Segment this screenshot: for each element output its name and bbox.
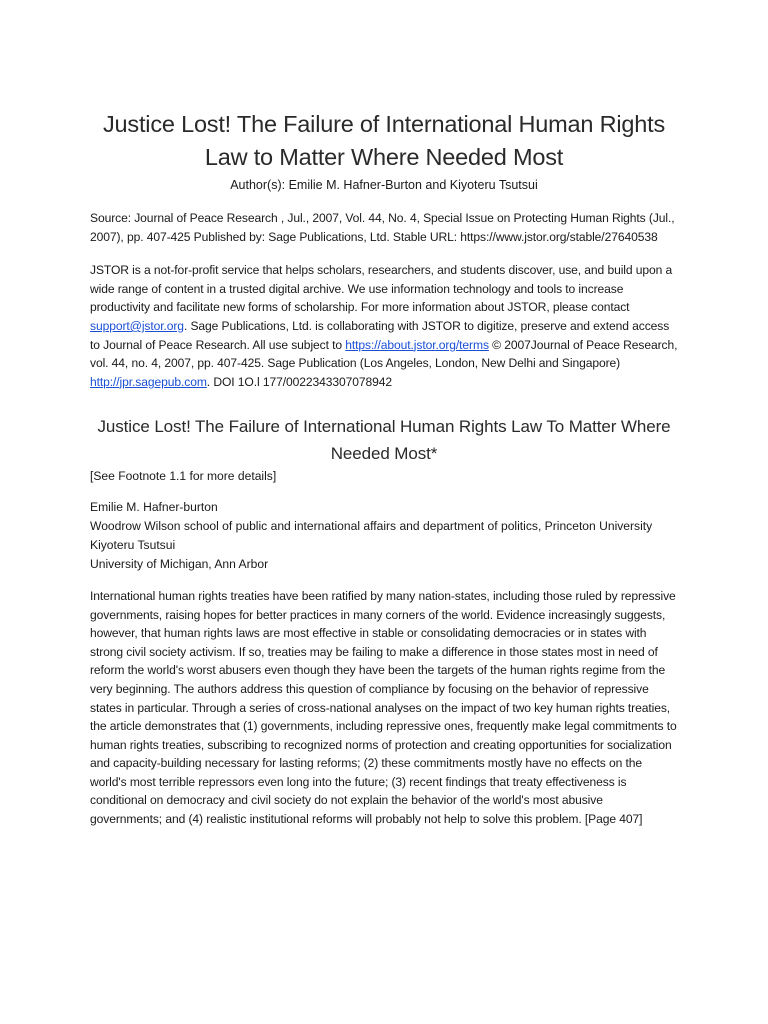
- jstor-notice-text-2: . Sage Publications, Ltd. is collaborating with JSTOR to digitize, preserve and extend access to Journal of Peace Research. All use subject to: [90, 318, 670, 352]
- jstor-notice-text-1: JSTOR is a not-for-profit service that helps scholars, researchers, and students discover, use, and build upon a wide range of content in a trusted digital archive. We use information technology and tools to increase productivity and facilitate new forms of scholarship. For more information about JSTOR, please contact: [90, 263, 673, 315]
- jstor-notice-text-4: . DOI 1O.l 177/0022343307078942: [206, 374, 392, 389]
- author-affiliations: [90, 498, 678, 574]
- sagepub-link[interactable]: http://jpr.sagepub.com: [90, 374, 207, 389]
- document-title: Justice Lost! The Failure of International Human Rights Law to Matter Where Needed Most: [103, 111, 665, 170]
- source-citation: Source: Journal of Peace Research , Jul., 2007, Vol. 44, No. 4, Special Issue on Protecting Human Rights (Jul., 2007), pp. 407-425 Published by: Sage Publications, Ltd. Stable URL: https://www.jstor.org/stable/27640538: [90, 211, 675, 244]
- author-name-1: Emilie M. Hafner-burton: [90, 499, 218, 514]
- jstor-notice: [90, 261, 678, 391]
- footnote-reference: [See Footnote 1.1 for more details]: [90, 469, 277, 484]
- authors-line: Author(s): Emilie M. Hafner-Burton and Kiyoteru Tsutsui: [230, 178, 538, 192]
- support-email-link[interactable]: support@jstor.org: [90, 318, 184, 333]
- abstract-paragraph: International human rights treaties have been ratified by many nation-states, including those ruled by repressive governments, raising hopes for better practices in many corners of the world. Evidence increasingly suggests, however, that human rights laws are most effective in stable or consolidating democracies or in states with strong civil society activism. If so, treaties may be failing to make a difference in those states most in need of reform the world's worst abusers even though they have been the targets of the human rights regime from the very beginning. The authors address this question of compliance by focusing on the behavior of repressive states in particular. Through a series of cross-national analyses on the impact of two key human rights treaties, the article demonstrates that (1) governments, including repressive ones, frequently make legal commitments to human rights treaties, subscribing to recognized norms of protection and creating opportunities for socialization and capacity-building necessary for lasting reforms; (2) these commitments mostly have no effects on the world's most terrible repressors even long into the future; (3) recent findings that treaty effectiveness is conditional on democracy and civil society do not explain the behavior of the world's most abusive governments; and (4) realistic institutional reforms will probably not help to solve this problem. [Page 407]: [90, 588, 677, 827]
- author-affiliation-1: Woodrow Wilson school of public and international affairs and department of politics, Princeton University: [90, 518, 653, 533]
- author-name-2: Kiyoteru Tsutsui: [90, 537, 176, 552]
- jstor-notice-text-3: © 2007Journal of Peace Research, vol. 44, no. 4, 2007, pp. 407-425. Sage Publication (Los Angeles, London, New Delhi and Singapore): [90, 337, 678, 371]
- terms-link[interactable]: https://about.jstor.org/terms: [345, 337, 489, 352]
- article-subtitle: Justice Lost! The Failure of International Human Rights Law To Matter Where Needed Most*: [97, 417, 671, 464]
- author-affiliation-2: University of Michigan, Ann Arbor: [90, 556, 269, 571]
